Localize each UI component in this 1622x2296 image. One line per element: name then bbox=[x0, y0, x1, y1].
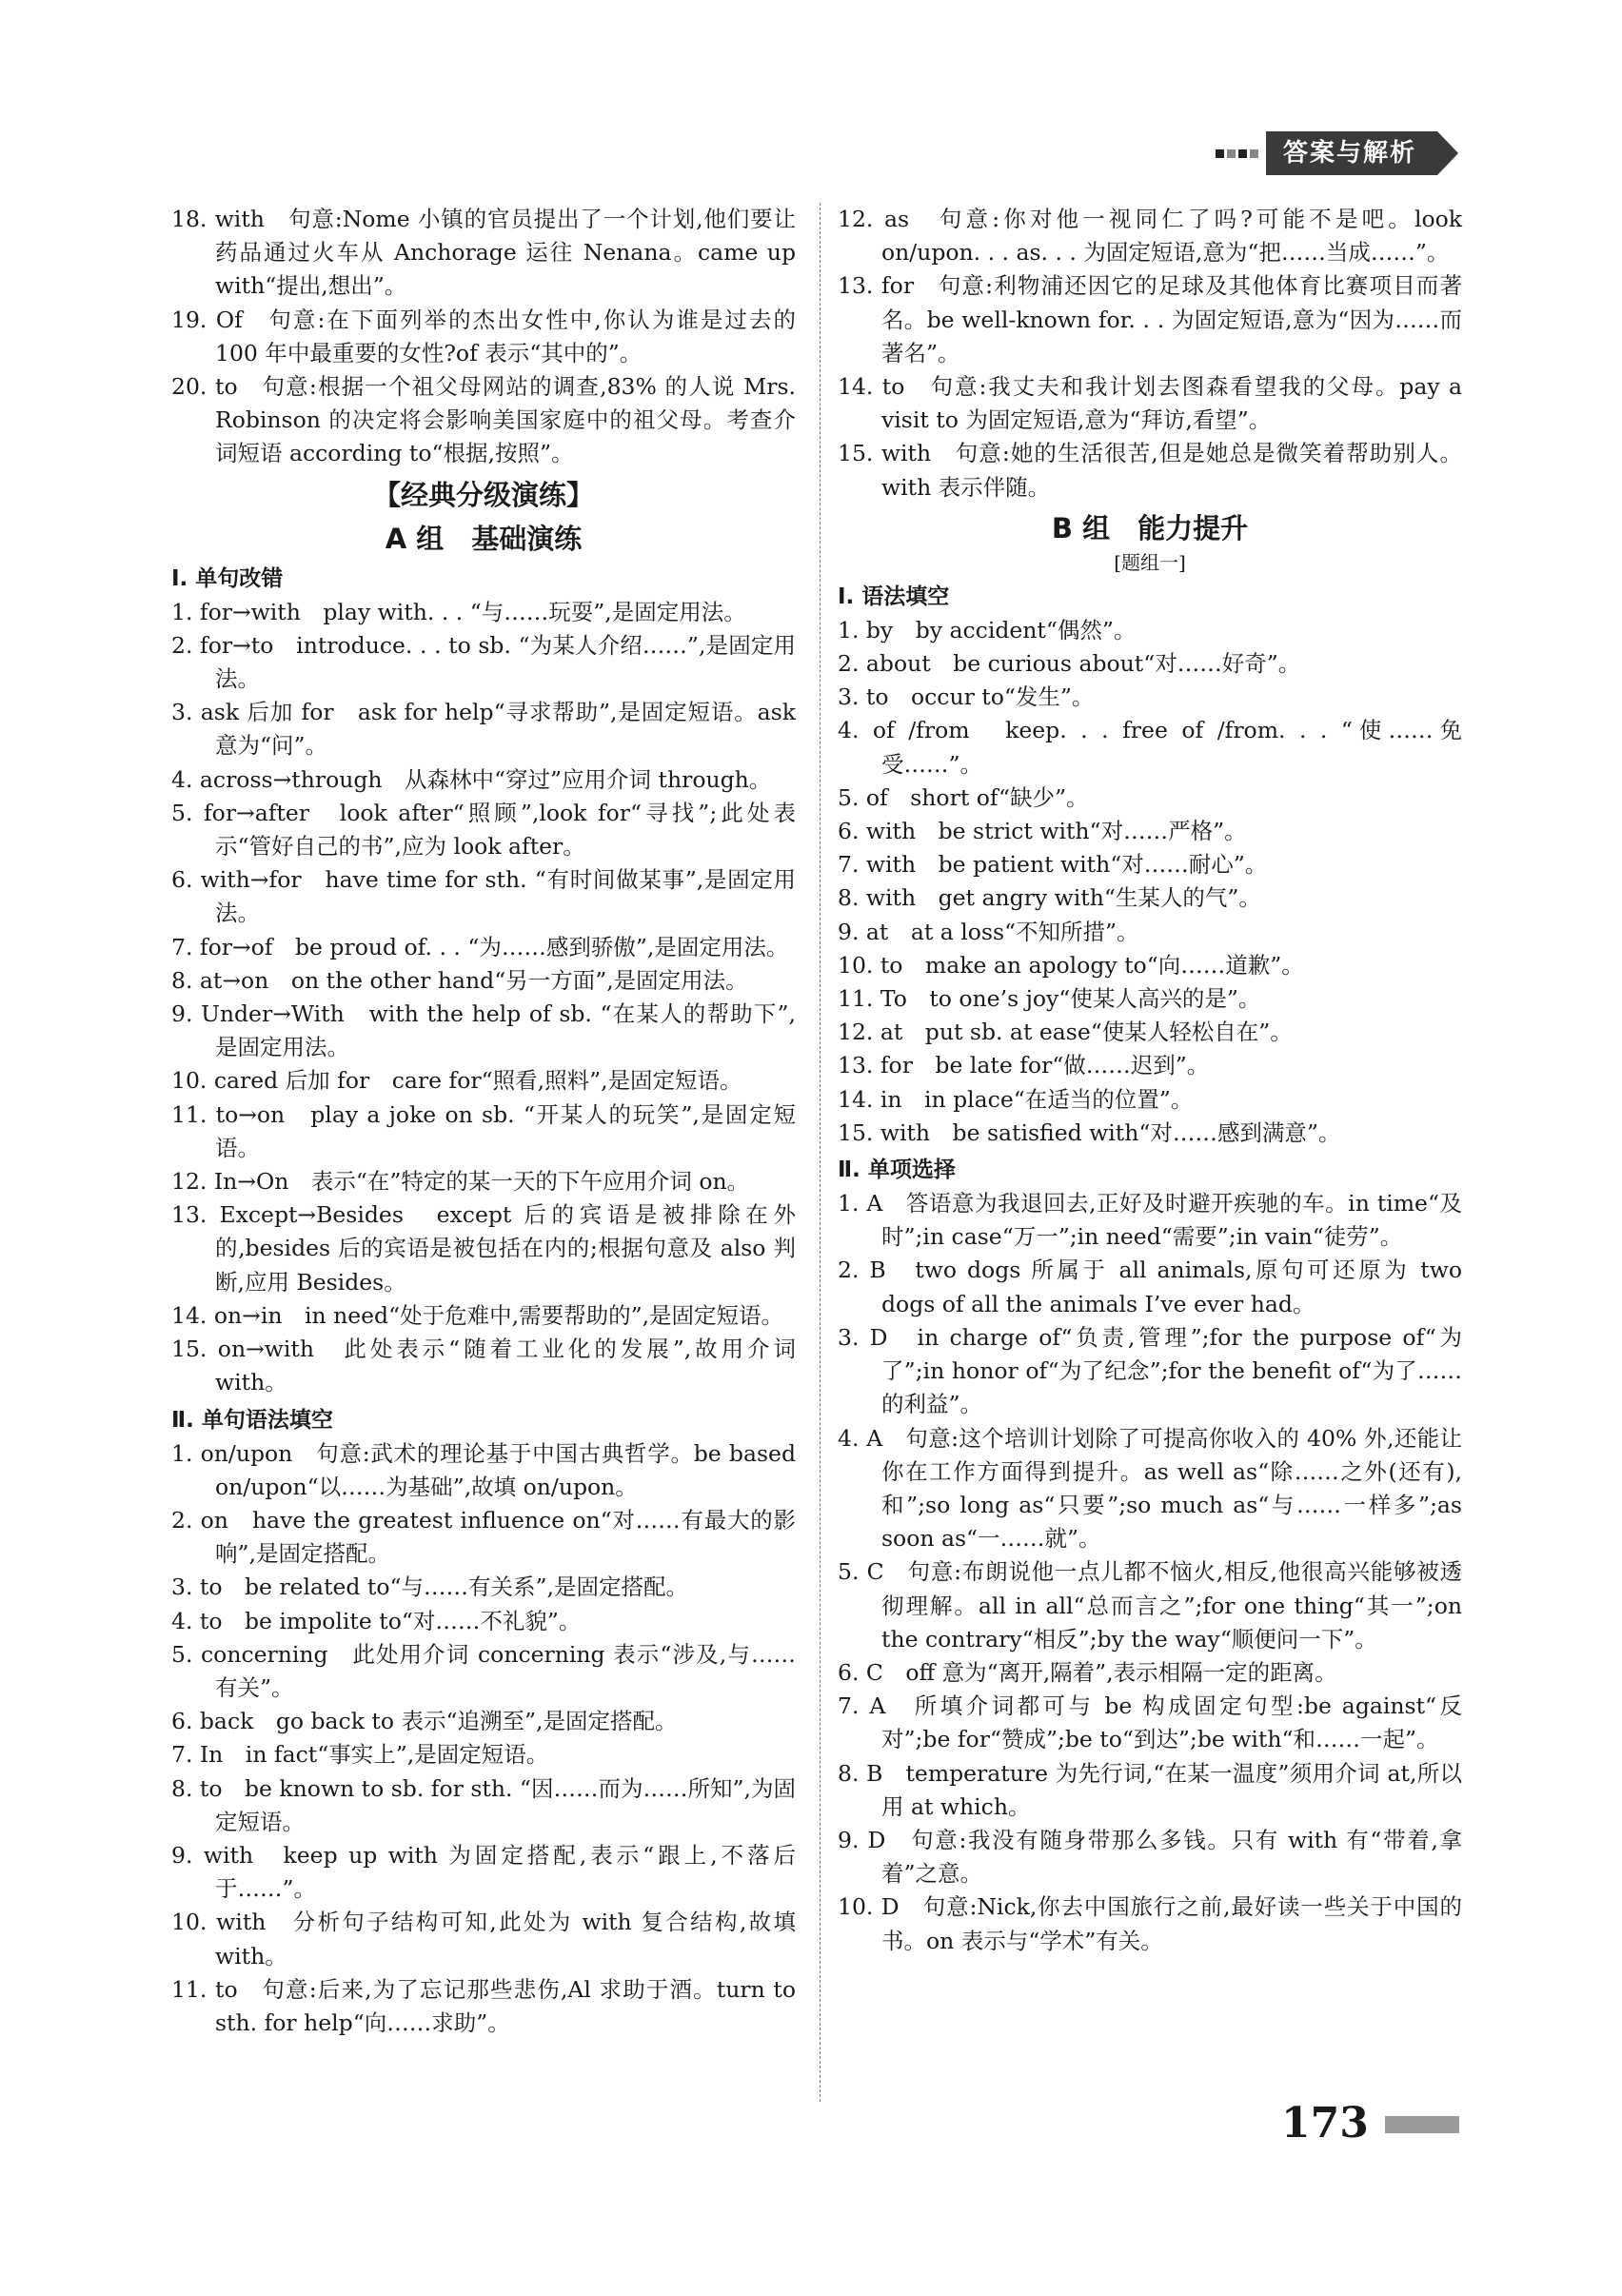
answer-item: 1. A 答语意为我退回去,正好及时避开疾驰的车。in time“及时”;in case“万一”;in need“需要”;in vain“徒劳”。 bbox=[838, 1190, 1462, 1251]
section-title: B 组 能力提升 bbox=[1051, 511, 1249, 544]
answer-item: 3. to occur to“发生”。 bbox=[838, 683, 1095, 711]
section-title: A 组 基础演练 bbox=[385, 522, 583, 555]
answer-item: 7. with be patient with“对……耐心”。 bbox=[838, 851, 1268, 879]
answer-item: 4. A 句意:这个培训计划除了可提高你收入的 40% 外,还能让你在工作方面得到提升。as well as“除……之外(还有),和”;so long as“只要”;so much as“与……一样多”;as soon as“一……就”。 bbox=[838, 1424, 1462, 1553]
answer-item: 8. to be known to sb. for sth. “因……而为……所知”,为固定短语。 bbox=[171, 1774, 796, 1835]
answer-item: 12. In→On 表示“在”特定的某一天的下午应用介词 on。 bbox=[171, 1168, 750, 1196]
answer-item: 15. on→with 此处表示“随着工业化的发展”,故用介词 with。 bbox=[171, 1336, 796, 1396]
answer-item: 8. with get angry with“生某人的气”。 bbox=[838, 884, 1261, 912]
answer-item: 15. with 句意:她的生活很苦,但是她总是微笑着帮助别人。with 表示伴随。 bbox=[838, 440, 1462, 501]
answer-item: 10. D 句意:Nick,你去中国旅行之前,最好读一些关于中国的书。on 表示与“学术”有关。 bbox=[838, 1893, 1462, 1954]
right-column bbox=[838, 203, 1462, 1958]
answer-item: 6. with be strict with“对……严格”。 bbox=[838, 818, 1247, 845]
answer-item: 12. as 句意:你对他一视同仁了吗?可能不是吧。look on/upon. . . as. . . 为固定短语,意为“把……当成……”。 bbox=[838, 206, 1462, 267]
header-label: 答案与解析 bbox=[1266, 131, 1437, 175]
answer-item: 2. on have the greatest influence on“对……有最大的影响”,是固定搭配。 bbox=[171, 1506, 796, 1568]
page-header bbox=[1216, 131, 1458, 175]
part-title: Ⅱ. 单项选择 bbox=[838, 1158, 956, 1183]
answer-item: 5. of short of“缺少”。 bbox=[838, 783, 1089, 811]
answer-item: 2. B two dogs 所属于 all animals,原句可还原为 two dogs of all the animals I’ve ever had。 bbox=[838, 1257, 1462, 1317]
header-arrow-icon bbox=[1437, 131, 1458, 175]
answer-item: 10. with 分析句子结构可知,此处为 with 复合结构,故填 with。 bbox=[171, 1909, 796, 1969]
answer-item: 5. for→after look after“照顾”,look for“寻找”;此处表示“管好自己的书”,应为 look after。 bbox=[171, 799, 796, 861]
answer-item: 20. to 句意:根据一个祖父母网站的调查,83% 的人说 Mrs. Robinson 的决定将会影响美国家庭中的祖父母。考查介词短语 according to“根据,按照”。 bbox=[171, 373, 796, 467]
answer-item: 13. for be late for“做……迟到”。 bbox=[838, 1052, 1210, 1079]
part-title: Ⅰ. 单句改错 bbox=[171, 565, 284, 591]
section-title: 【经典分级演练】 bbox=[372, 478, 594, 511]
answer-item: 7. A 所填介词都可与 be 构成固定句型:be against“反对”;be for“赞成”;be to“到达”;be with“和……一起”。 bbox=[838, 1692, 1462, 1753]
answer-item: 4. across→through 从森林中“穿过”应用介词 through。 bbox=[171, 765, 772, 793]
answer-item: 10. to make an apology to“向……道歉”。 bbox=[838, 951, 1304, 979]
subsection-title: [题组一] bbox=[1114, 550, 1186, 574]
column-divider bbox=[820, 203, 821, 2102]
answer-item: 11. to 句意:后来,为了忘记那些悲伤,Al 求助于酒。turn to sth. for help“向……求助”。 bbox=[171, 1975, 796, 2036]
header-decoration-icon bbox=[1216, 149, 1258, 158]
answer-item: 13. for 句意:利物浦还因它的足球及其他体育比赛项目而著名。be well-known for. . . 为固定短语,意为“因为……而著名”。 bbox=[838, 272, 1462, 366]
answer-item: 8. at→on on the other hand“另一方面”,是固定用法。 bbox=[171, 966, 748, 994]
answer-item: 19. Of 句意:在下面列举的杰出女性中,你认为谁是过去的 100 年中最重要的女性?of 表示“其中的”。 bbox=[171, 306, 796, 366]
answer-item: 2. for→to introduce. . . to sb. “为某人介绍……”,是固定用法。 bbox=[171, 631, 796, 693]
answer-item: 4. to be impolite to“对……不礼貌”。 bbox=[171, 1607, 582, 1634]
answer-item: 10. cared 后加 for care for“照看,照料”,是固定短语。 bbox=[171, 1067, 742, 1095]
answer-item: 6. back go back to 表示“追溯至”,是固定搭配。 bbox=[171, 1708, 678, 1735]
answer-item: 7. In in fact“事实上”,是固定短语。 bbox=[171, 1741, 549, 1769]
answer-item: 9. at at a loss“不知所措”。 bbox=[838, 918, 1139, 945]
page-number-bar bbox=[1385, 2116, 1459, 2133]
page-number: 173 bbox=[1281, 2099, 1369, 2148]
answer-item: 1. on/upon 句意:武术的理论基于中国古典哲学。be based on/upon“以……为基础”,故填 on/upon。 bbox=[171, 1439, 796, 1500]
answer-item: 3. D in charge of“负责,管理”;for the purpose of“为了”;in honor of“为了纪念”;for the benefit of“为了……的利益”。 bbox=[838, 1323, 1462, 1418]
left-column bbox=[171, 203, 796, 2040]
answer-item: 9. D 句意:我没有随身带那么多钱。只有 with 有“带着,拿着”之意。 bbox=[838, 1826, 1462, 1888]
part-title: Ⅱ. 单句语法填空 bbox=[171, 1407, 333, 1433]
answer-item: 3. ask 后加 for ask for help“寻求帮助”,是固定短语。ask 意为“问”。 bbox=[171, 699, 796, 760]
answer-item: 6. with→for have time for sth. “有时间做某事”,是固定用法。 bbox=[171, 866, 796, 927]
answer-item: 12. at put sb. at ease“使某人轻松自在”。 bbox=[838, 1019, 1293, 1046]
answer-item: 14. on→in in need“处于危难中,需要帮助的”,是固定短语。 bbox=[171, 1301, 784, 1329]
answer-item: 7. for→of be proud of. . . “为……感到骄傲”,是固定用法。 bbox=[171, 933, 789, 960]
answer-item: 15. with be satisfied with“对……感到满意”。 bbox=[838, 1118, 1341, 1146]
answer-item: 6. C off 意为“离开,隔着”,表示相隔一定的距离。 bbox=[838, 1658, 1337, 1686]
answer-item: 1. for→with play with. . . “与……玩耍”,是固定用法。 bbox=[171, 598, 746, 625]
answer-item: 5. concerning 此处用介词 concerning 表示“涉及,与……有关”。 bbox=[171, 1640, 796, 1701]
part-title: Ⅰ. 语法填空 bbox=[838, 584, 950, 609]
answer-item: 1. by by accident“偶然”。 bbox=[838, 616, 1137, 643]
answer-item: 2. about be curious about“对……好奇”。 bbox=[838, 650, 1301, 678]
answer-item: 3. to be related to“与……有关系”,是固定搭配。 bbox=[171, 1574, 689, 1601]
answer-item: 18. with 句意:Nome 小镇的官员提出了一个计划,他们要让药品通过火车从 Anchorage 运往 Nenana。came up with“提出,想出”。 bbox=[171, 206, 796, 300]
answer-item: 13. Except→Besides except 后的宾语是被排除在外的,besides 后的宾语是被包括在内的;根据句意及 also 判断,应用 Besides。 bbox=[171, 1201, 796, 1296]
answer-item: 11. To to one’s joy“使某人高兴的是”。 bbox=[838, 985, 1261, 1013]
answer-item: 14. to 句意:我丈夫和我计划去图森看望我的父母。pay a visit to 为固定短语,意为“拜访,看望”。 bbox=[838, 373, 1462, 434]
answer-item: 5. C 句意:布朗说他一点儿都不恼火,相反,他很高兴能够被透彻理解。all in all“总而言之”;for one thing“其一”;on the contrary“相反”;by the way“顺便问一下”。 bbox=[838, 1558, 1462, 1653]
answer-item: 9. with keep up with 为固定搭配,表示“跟上,不落后于……”。 bbox=[171, 1841, 796, 1903]
answer-item: 14. in in place“在适当的位置”。 bbox=[838, 1085, 1194, 1113]
answer-item: 11. to→on play a joke on sb. “开某人的玩笑”,是固定短语。 bbox=[171, 1100, 796, 1161]
answer-item: 4. of /from keep. . . free of /from. . . “使……免受……”。 bbox=[838, 717, 1462, 778]
answer-item: 8. B temperature 为先行词,“在某一温度”须用介词 at,所以用 at which。 bbox=[838, 1759, 1462, 1820]
answer-item: 9. Under→With with the help of sb. “在某人的帮助下”,是固定用法。 bbox=[171, 1000, 796, 1061]
